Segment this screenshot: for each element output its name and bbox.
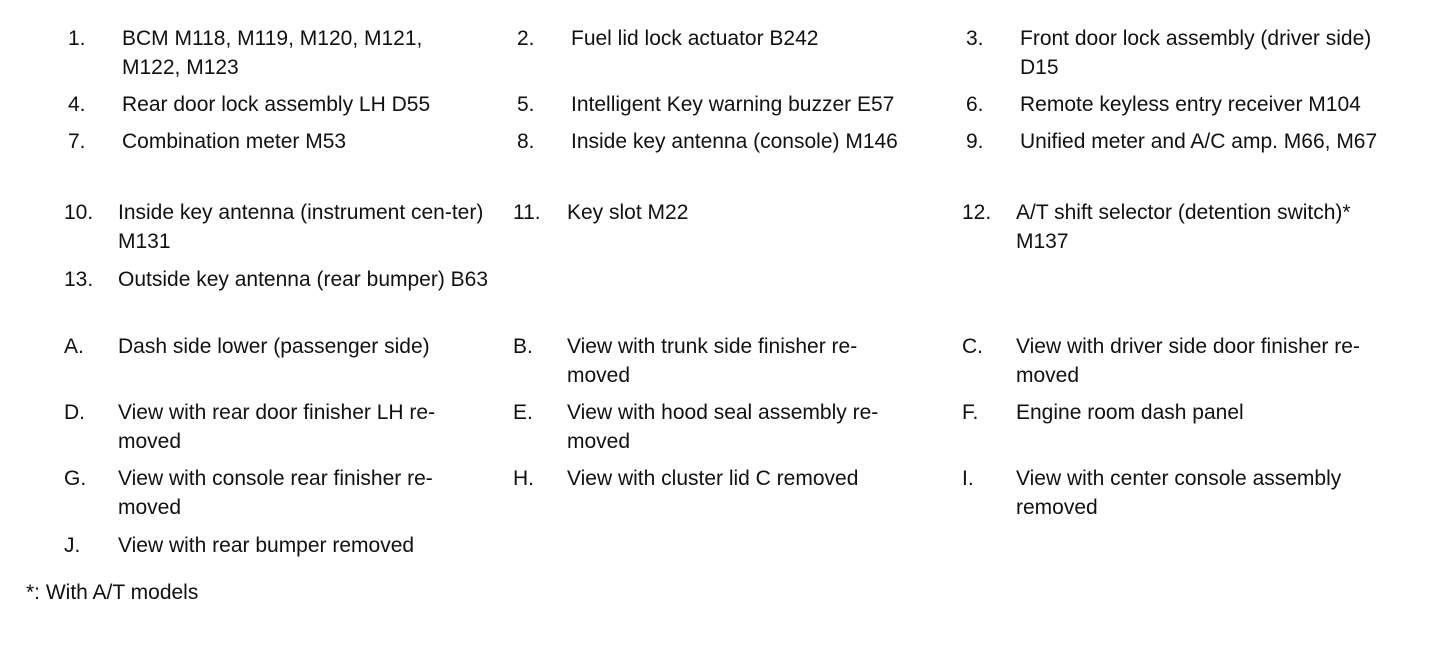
legend-number: 5. bbox=[517, 93, 535, 116]
legend-text: View with driver side door finisher re-moved bbox=[1016, 335, 1360, 387]
legend-letter: C. bbox=[962, 335, 983, 358]
legend-text: View with rear bumper removed bbox=[118, 534, 415, 557]
legend-text: View with hood seal assembly re-moved bbox=[567, 401, 879, 453]
legend-number: 2. bbox=[517, 27, 535, 50]
legend-letter: A. bbox=[64, 335, 84, 358]
legend-text: View with center console assembly removed bbox=[1016, 467, 1342, 519]
legend-text: Outside key antenna (rear bumper) B63 bbox=[118, 268, 489, 291]
legend-text: Front door lock assembly (driver side) D15 bbox=[1020, 27, 1372, 79]
legend-number: 10. bbox=[64, 201, 94, 224]
legend-text: Dash side lower (passenger side) bbox=[118, 335, 430, 358]
legend-number: 9. bbox=[966, 130, 984, 153]
legend-number: 4. bbox=[68, 93, 86, 116]
legend-text: Unified meter and A/C amp. M66, M67 bbox=[1020, 130, 1378, 153]
legend-number: 12. bbox=[962, 201, 992, 224]
legend-letter: F. bbox=[962, 401, 979, 424]
legend-text: View with cluster lid C removed bbox=[567, 467, 859, 490]
legend-text: BCM M118, M119, M120, M121, M122, M123 bbox=[122, 27, 423, 79]
legend-number: 8. bbox=[517, 130, 535, 153]
legend-letter: D. bbox=[64, 401, 85, 424]
legend-number: 1. bbox=[68, 27, 86, 50]
legend-text: Intelligent Key warning buzzer E57 bbox=[571, 93, 895, 116]
legend-text: View with trunk side finisher re-moved bbox=[567, 335, 858, 387]
legend-text: Key slot M22 bbox=[567, 201, 689, 224]
legend-text: Fuel lid lock actuator B242 bbox=[571, 27, 819, 50]
legend-letter: B. bbox=[513, 335, 533, 358]
legend-text: Rear door lock assembly LH D55 bbox=[122, 93, 431, 116]
legend-text: A/T shift selector (detention switch)* M137 bbox=[1016, 201, 1351, 253]
legend-letter: H. bbox=[513, 467, 534, 490]
legend-letter: G. bbox=[64, 467, 87, 490]
legend-letter: E. bbox=[513, 401, 533, 424]
legend-text: View with console rear finisher re-moved bbox=[118, 467, 433, 519]
legend-number: 6. bbox=[966, 93, 984, 116]
legend-number: 11. bbox=[513, 201, 541, 224]
legend-number: 7. bbox=[68, 130, 86, 153]
legend-text: Combination meter M53 bbox=[122, 130, 347, 153]
legend-letter: J. bbox=[64, 534, 81, 557]
legend-text: Engine room dash panel bbox=[1016, 401, 1244, 424]
legend-letter: I. bbox=[962, 467, 974, 490]
legend-text: View with rear door finisher LH re-moved bbox=[118, 401, 436, 453]
legend-text: Remote keyless entry receiver M104 bbox=[1020, 93, 1361, 116]
legend-text: Inside key antenna (instrument cen-ter) M131 bbox=[118, 201, 484, 253]
legend-text: Inside key antenna (console) M146 bbox=[571, 130, 898, 153]
legend-number: 13. bbox=[64, 268, 94, 291]
footnote: *: With A/T models bbox=[26, 581, 199, 604]
legend-number: 3. bbox=[966, 27, 984, 50]
